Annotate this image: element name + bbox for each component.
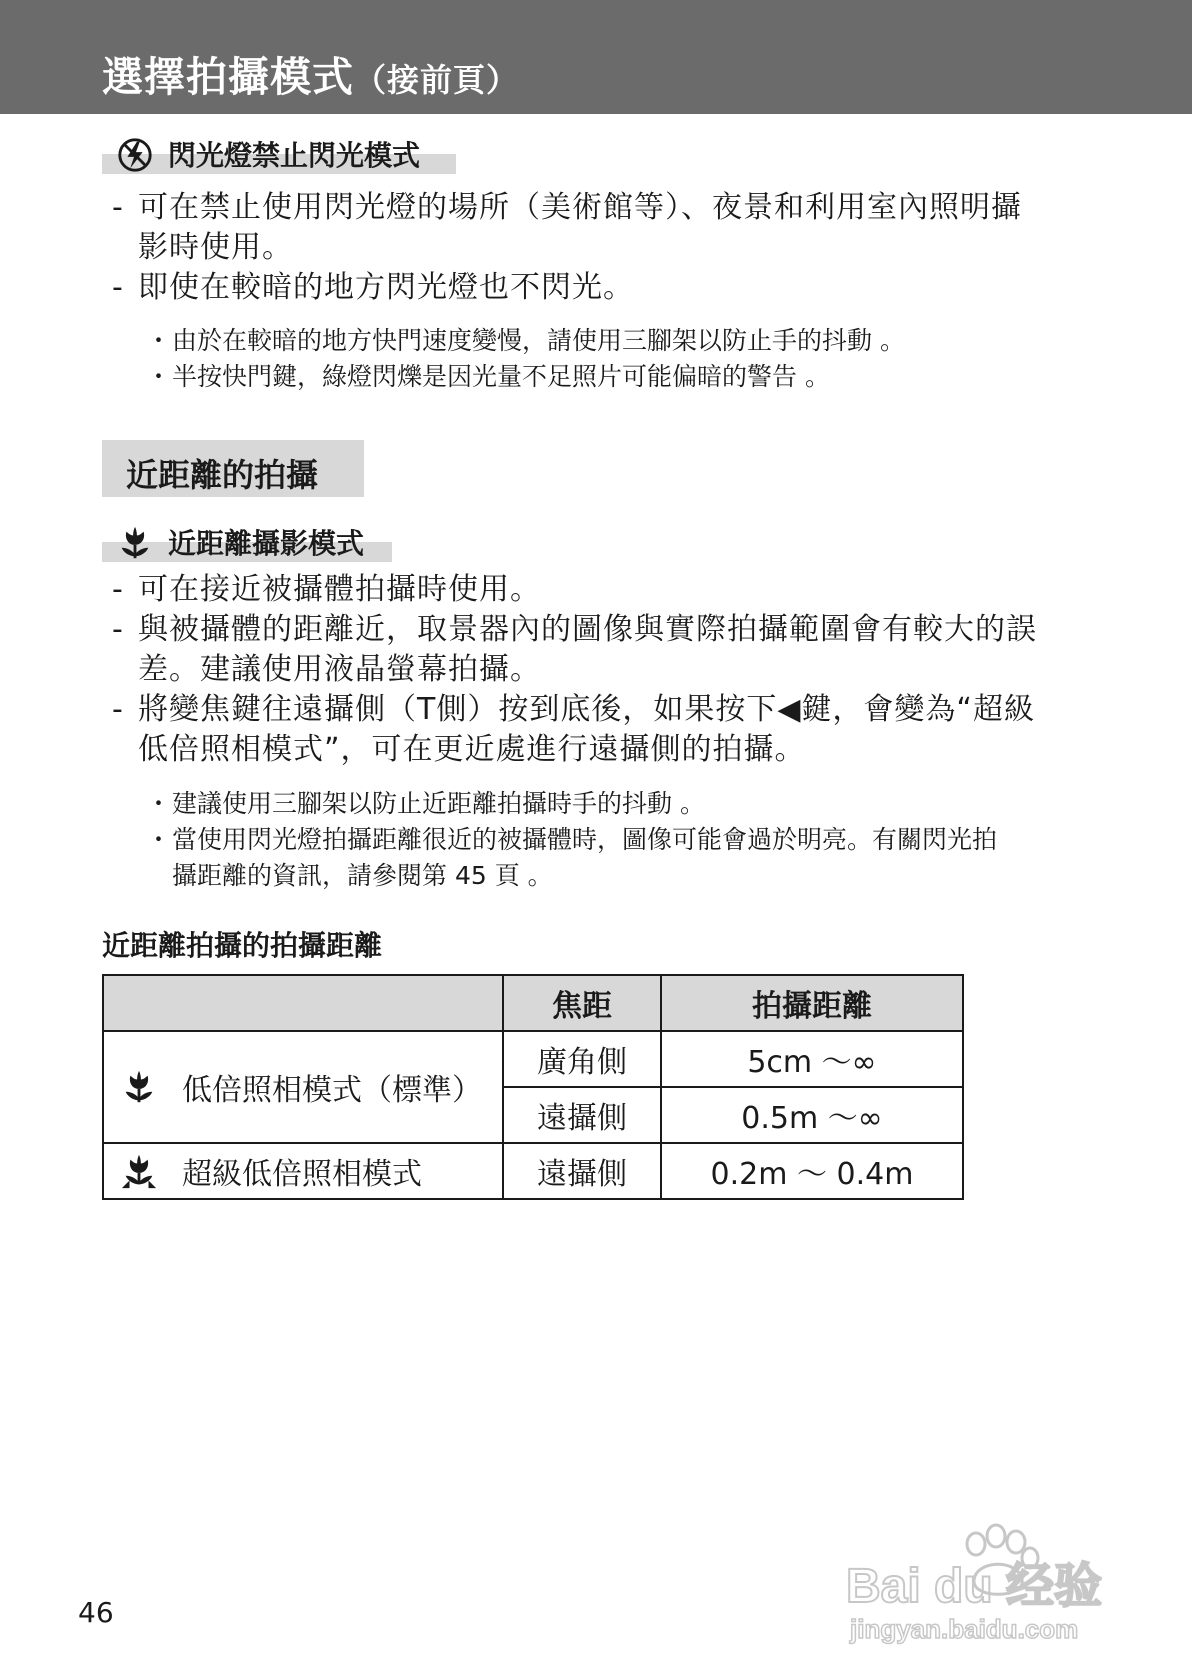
paragraph-line: 影時使用。 xyxy=(138,230,293,265)
note-text: 半按快門鍵，綠燈閃爍是因光量不足照片可能偏暗的警告 。 xyxy=(172,362,830,391)
dash-marker: - xyxy=(112,692,124,727)
dash-marker: - xyxy=(112,612,124,647)
mode-label: 超級低倍照相模式 xyxy=(182,1157,422,1192)
focal-cell: 廣角側 xyxy=(503,1031,661,1087)
page-title-sub: （接前頁） xyxy=(354,61,520,99)
macro-heading-label: 近距離攝影模式 xyxy=(168,527,365,560)
distance-table xyxy=(102,974,964,1200)
mode-label: 低倍照相模式（標準） xyxy=(182,1073,482,1108)
mode-cell xyxy=(103,1143,503,1199)
baidu-watermark xyxy=(846,1520,1132,1650)
section-title: 近距離的拍攝 xyxy=(126,456,319,494)
watermark-brand: Bai du 经验 xyxy=(846,1560,1103,1613)
flash-off-heading xyxy=(102,140,456,170)
macro-flower-icon xyxy=(120,1068,158,1106)
flash-off-heading-label: 閃光燈禁止閃光模式 xyxy=(168,139,421,172)
page-title xyxy=(102,44,519,103)
page-number: 46 xyxy=(78,1596,114,1629)
paragraph-line: 將變焦鍵往遠攝側（T側）按到底後，如果按下◀鍵，會變為“超級 xyxy=(138,692,1035,727)
macro-item-2 xyxy=(112,610,1102,690)
note-text: 建議使用三腳架以防止近距離拍攝時手的抖動 。 xyxy=(172,789,705,818)
focal-cell: 遠攝側 xyxy=(503,1087,661,1143)
bullet-dot: ・ xyxy=(146,362,172,391)
mode-cell xyxy=(103,1031,503,1143)
distance-cell: 0.2m ～ 0.4m xyxy=(661,1143,963,1199)
paragraph-line: 與被攝體的距離近，取景器內的圖像與實際拍攝範圍會有較大的誤 xyxy=(138,612,1037,647)
focal-cell: 遠攝側 xyxy=(503,1143,661,1199)
paragraph-line: 可在禁止使用閃光燈的場所（美術館等）、夜景和利用室內照明攝 xyxy=(138,190,1022,225)
header-focal: 焦距 xyxy=(503,975,661,1031)
distance-cell: 5cm ～∞ xyxy=(661,1031,963,1087)
flash-off-icon xyxy=(116,136,154,174)
watermark-url: jingyan.baidu.com xyxy=(850,1614,1079,1644)
bullet-dot: ・ xyxy=(146,326,172,355)
dash-marker: - xyxy=(112,270,124,305)
paragraph-line: 即使在較暗的地方閃光燈也不閃光。 xyxy=(138,270,634,305)
bullet-dot: ・ xyxy=(146,789,172,818)
page-header xyxy=(0,0,1192,114)
flash-off-note-1 xyxy=(146,323,1096,359)
super-macro-flower-icon xyxy=(120,1152,158,1190)
macro-note-1 xyxy=(146,786,1096,822)
bullet-dot: ・ xyxy=(146,825,172,854)
note-text: 由於在較暗的地方快門速度變慢，請使用三腳架以防止手的抖動 。 xyxy=(172,326,905,355)
paragraph-line: 可在接近被攝體拍攝時使用。 xyxy=(138,572,541,607)
baidu-paw-logo xyxy=(846,1520,1132,1650)
paragraph-line: 差。建議使用液晶螢幕拍攝。 xyxy=(138,652,541,687)
table-title: 近距離拍攝的拍攝距離 xyxy=(102,929,383,962)
paragraph-line: 低倍照相模式”，可在更近處進行遠攝側的拍攝。 xyxy=(138,732,806,767)
macro-flower-icon xyxy=(116,524,154,562)
macro-heading xyxy=(102,528,392,558)
macro-item-1 xyxy=(112,570,1102,610)
distance-cell: 0.5m ～∞ xyxy=(661,1087,963,1143)
dash-marker: - xyxy=(112,190,124,225)
flash-off-item-2 xyxy=(112,268,1102,308)
note-text: 當使用閃光燈拍攝距離很近的被攝體時，圖像可能會過於明亮。有關閃光拍 xyxy=(172,825,998,854)
flash-off-note-2 xyxy=(146,359,1096,395)
page-title-main: 選擇拍攝模式 xyxy=(102,53,354,101)
macro-note-2 xyxy=(146,822,1096,894)
dash-marker: - xyxy=(112,572,124,607)
macro-item-3 xyxy=(112,690,1102,770)
header-distance: 拍攝距離 xyxy=(661,975,963,1031)
note-text: 攝距離的資訊，請參閱第 45 頁 。 xyxy=(172,861,553,890)
table-row xyxy=(103,1031,963,1087)
table-header-row xyxy=(103,975,963,1031)
flash-off-item-1 xyxy=(112,188,1102,268)
header-mode xyxy=(103,975,503,1031)
section-heading xyxy=(102,440,364,497)
table-row xyxy=(103,1143,963,1199)
